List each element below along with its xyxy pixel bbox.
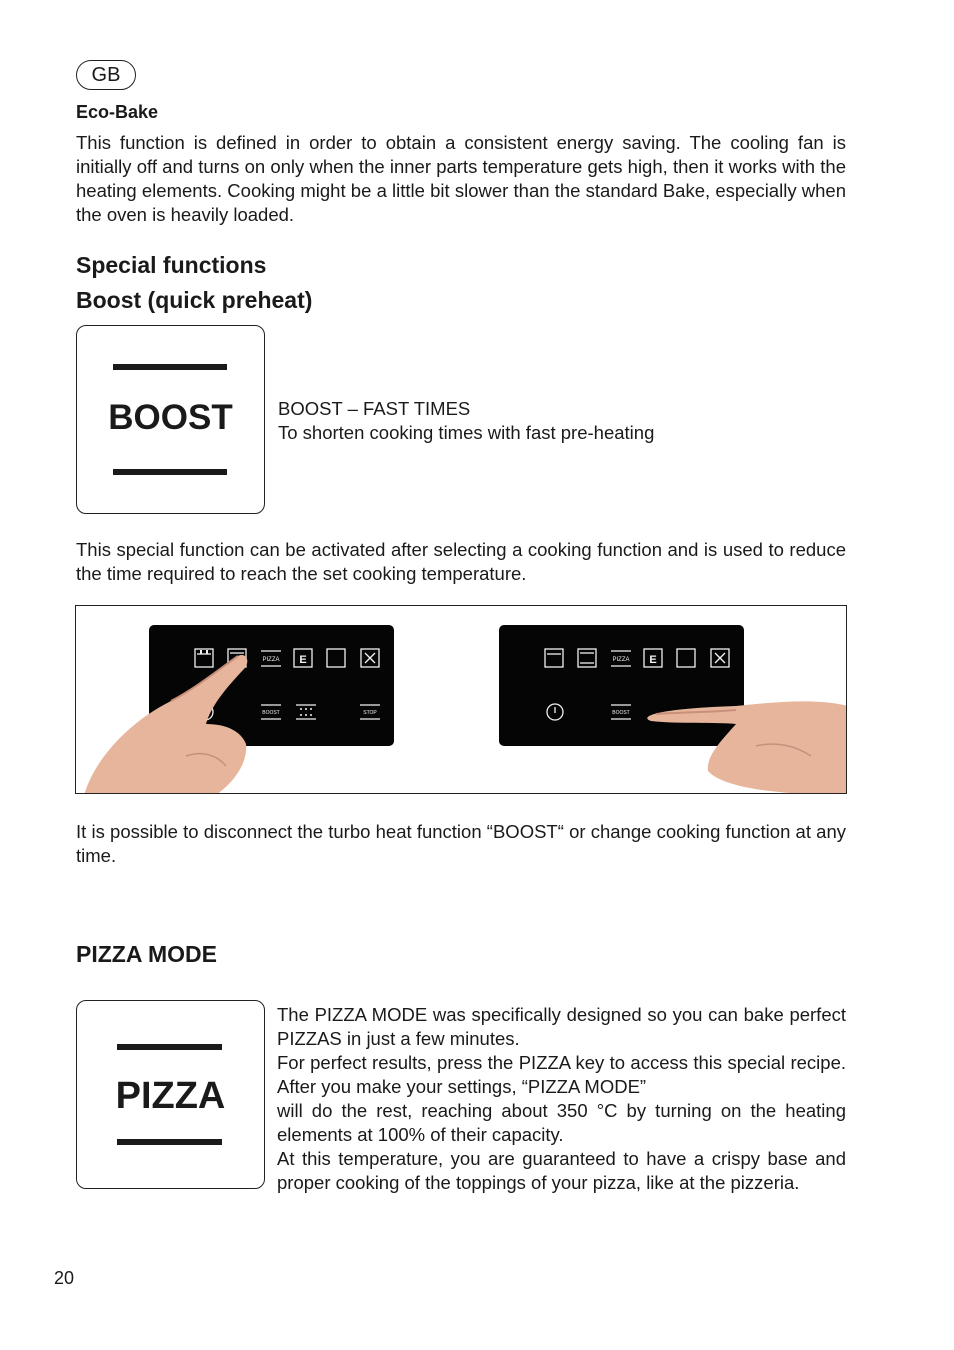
hand-right [647, 701, 847, 794]
eco-bake-text: This function is defined in order to obtain a consistent energy saving. The cooling fan is initially off and turns on only when the inner parts temperature gets high, then it works with the heating elements. Cooking might be a little bit slower than the standard Bake, especially when the oven is heavily loaded. [76, 132, 846, 225]
boost-heading: Boost (quick preheat) [76, 287, 313, 313]
language-badge: GB [76, 60, 136, 90]
pizza-mode-heading: PIZZA MODE [76, 941, 217, 967]
boost-note: It is possible to disconnect the turbo heat function “BOOST“ or change cooking function at any time. [76, 821, 846, 866]
pizza-icon [76, 1000, 265, 1189]
control-panel-figure [75, 605, 847, 794]
pizza-key-label-left: PIZZA [262, 657, 280, 663]
boost-icon [76, 325, 265, 514]
stop-key-label-left: STOP [363, 710, 377, 716]
boost-key-label-left: BOOST [262, 710, 280, 716]
eco-key-label-right: E [649, 654, 657, 666]
pizza-mode-text: The PIZZA MODE was specifically designed so you can bake perfect PIZZAS in just a few minutes. For perfect results, press the PIZZA key to access this special recipe. After you make your settings, “PIZZA MODE” will do the rest, reaching about 350 °C by turning on the heating elements at 100% of their capacity. At this temperature, you are guaranteed to have a crispy base and proper cooking of the toppings of your pizza, like at the pizzeria. [277, 1004, 846, 1193]
boost-key-label-right: BOOST [612, 710, 630, 716]
pizza-icon-label: PIZZA [115, 1075, 226, 1117]
boost-caption-title: BOOST – FAST TIMES [278, 398, 471, 419]
page-number: 20 [54, 1268, 75, 1288]
special-functions-heading: Special functions [76, 252, 267, 278]
boost-description: This special function can be activated after selecting a cooking function and is used to reduce the time required to reach the set cooking temperature. [76, 539, 846, 584]
eco-key-label-left: E [299, 654, 307, 666]
eco-bake-heading: Eco-Bake [76, 102, 159, 122]
pizza-key-label-right: PIZZA [612, 657, 630, 663]
control-panel-right [499, 625, 744, 746]
boost-icon-label: BOOST [108, 398, 233, 437]
boost-caption-text: To shorten cooking times with fast pre-heating [278, 422, 655, 443]
